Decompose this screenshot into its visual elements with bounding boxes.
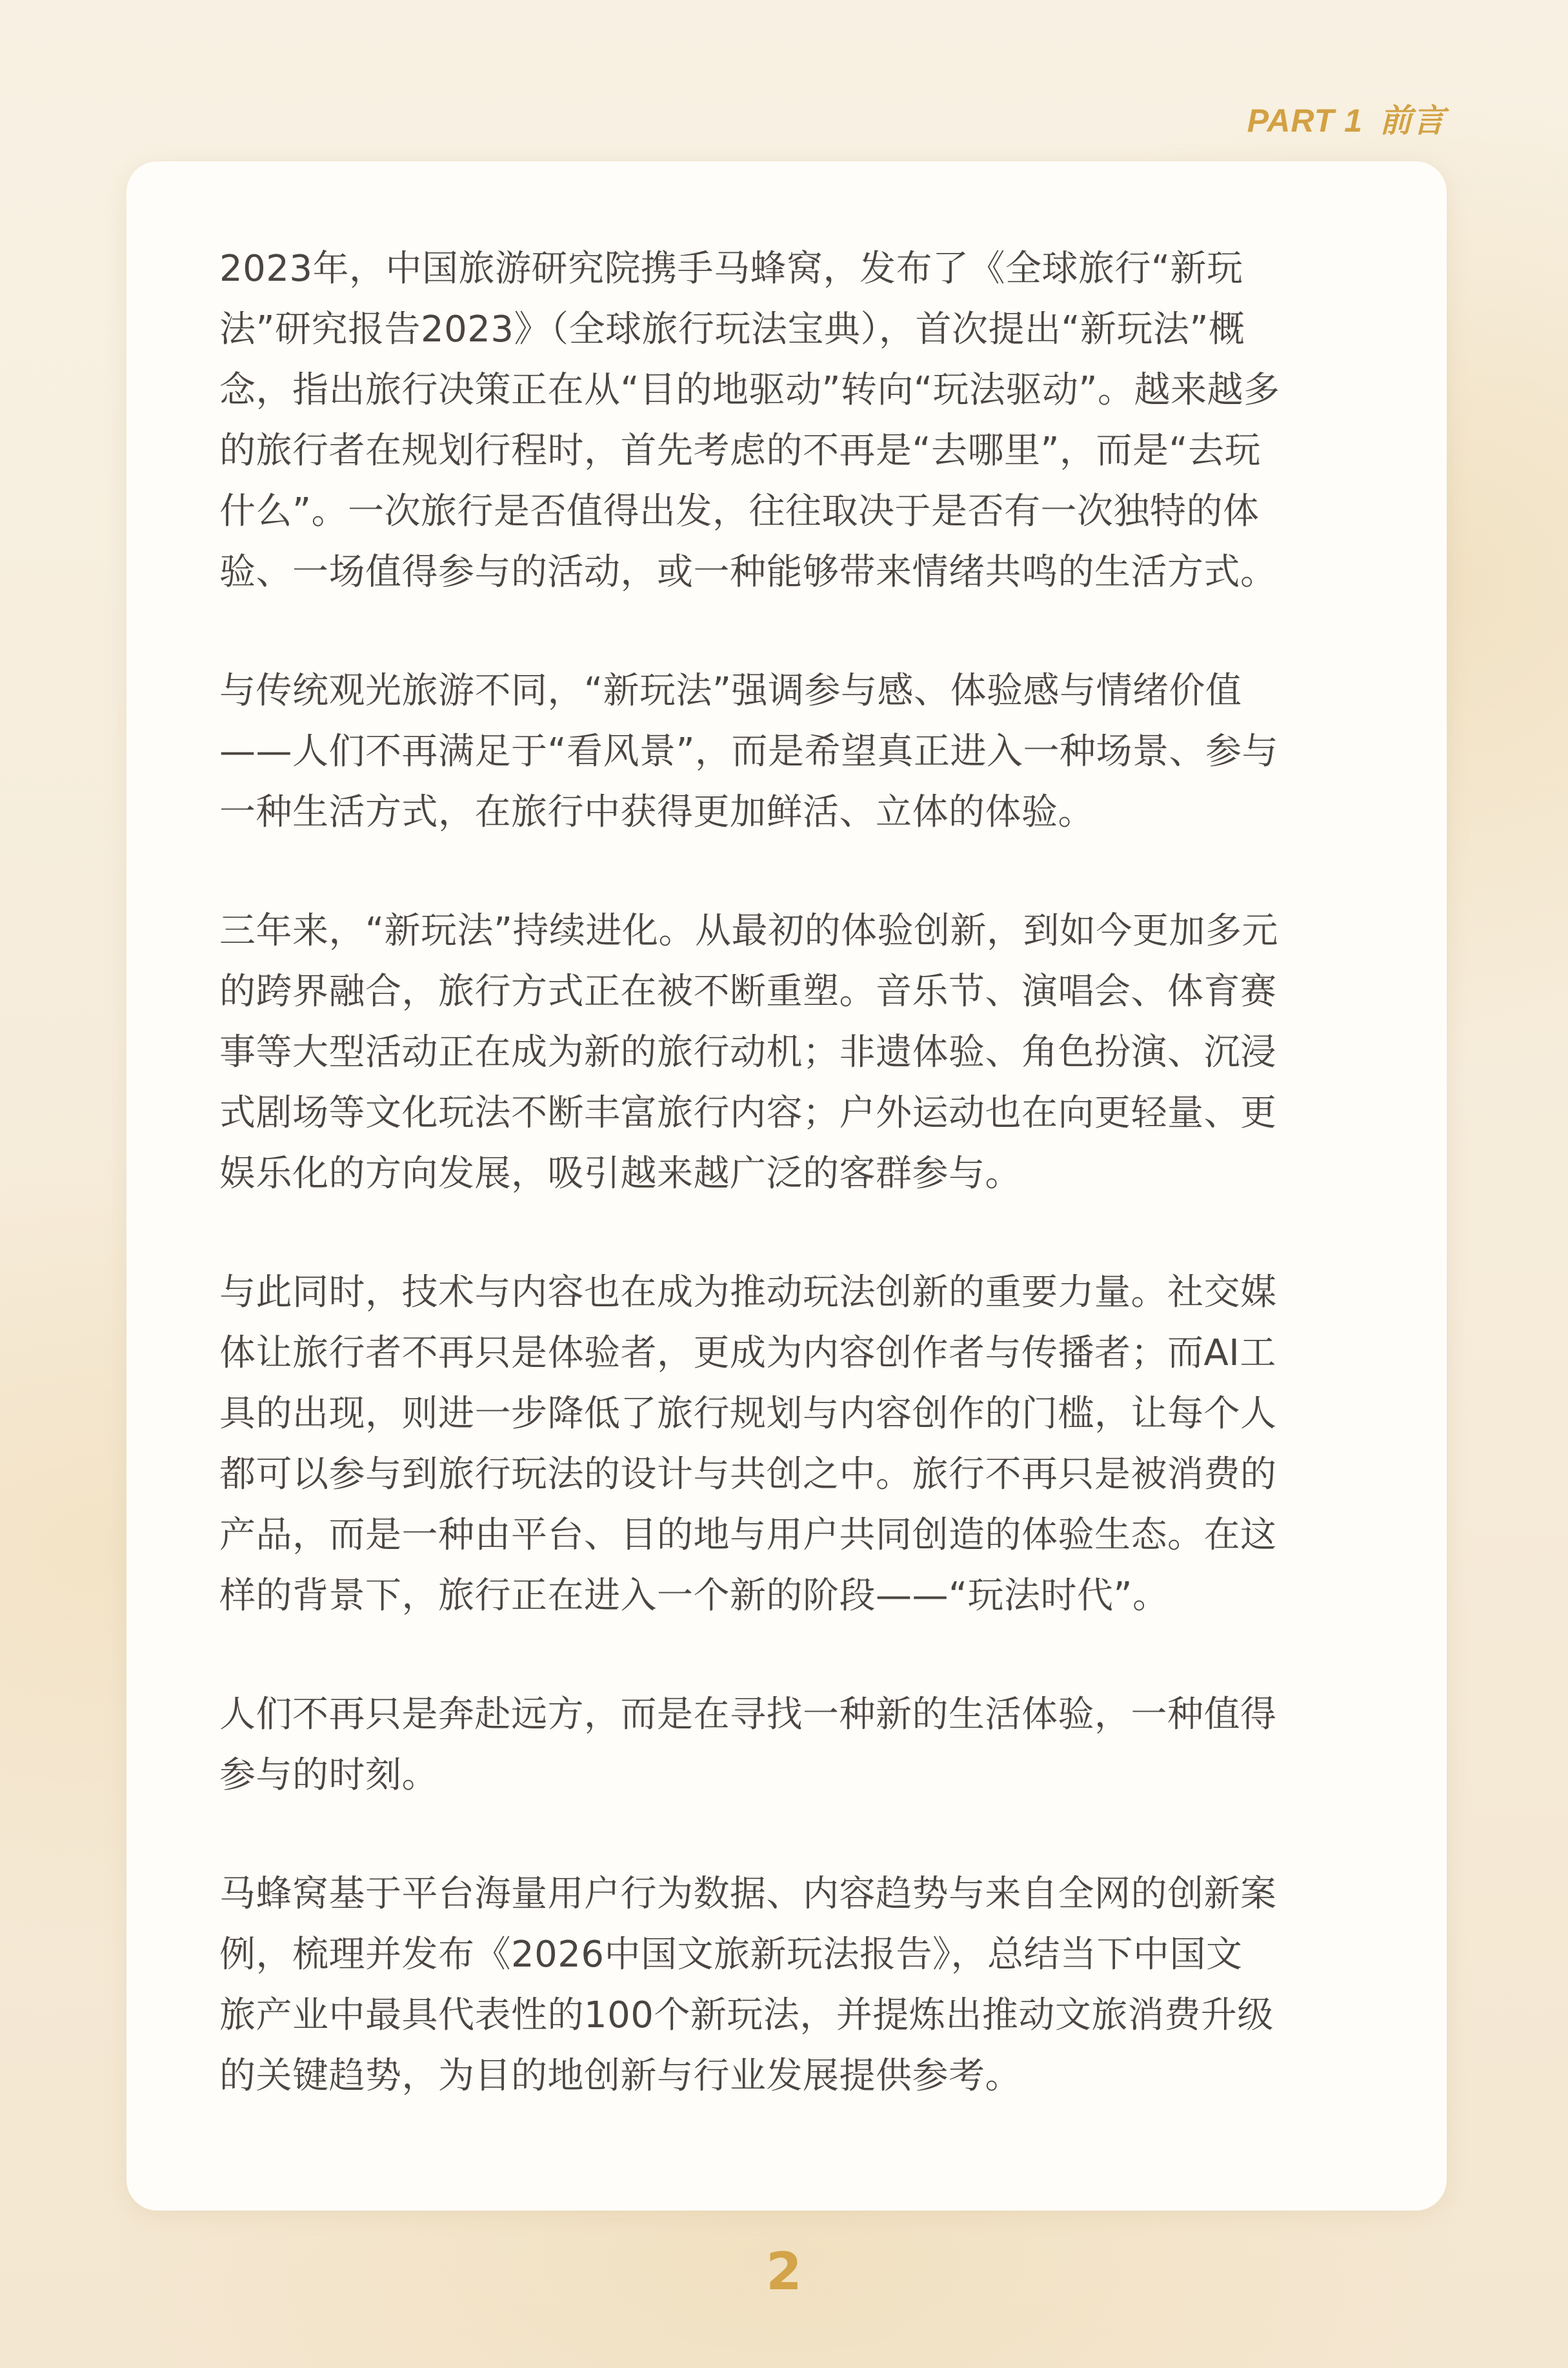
text-line: 马蜂窝基于平台海量用户行为数据、内容趋势与来自全网的创新案 (219, 1873, 1277, 1915)
part-label: PART 1 (1247, 103, 1363, 139)
text-line: 的旅行者在规划行程时，首先考虑的不再是“去哪里”，而是“去玩 (219, 430, 1261, 472)
text-line: 都可以参与到旅行玩法的设计与共创之中。旅行不再只是被消费的 (219, 1453, 1277, 1495)
text-line: 具的出现，则进一步降低了旅行规划与内容创作的门槛，让每个人 (219, 1393, 1277, 1435)
text-line: 娱乐化的方向发展，吸引越来越广泛的客群参与。 (219, 1153, 1021, 1195)
preface-body (219, 239, 1368, 2107)
text-line: 验、一场值得参与的活动，或一种能够带来情绪共鸣的生活方式。 (219, 551, 1277, 593)
section-header (1247, 98, 1445, 143)
paragraph-1 (219, 239, 1368, 603)
text-line: 旅产业中最具代表性的100个新玩法，并提炼出推动文旅消费升级 (219, 1994, 1274, 2036)
text-line: ——人们不再满足于“看风景”，而是希望真正进入一种场景、参与 (219, 731, 1279, 773)
text-line: 念，指出旅行决策正在从“目的地驱动”转向“玩法驱动”。越来越多 (219, 369, 1280, 411)
text-line: 一种生活方式，在旅行中获得更加鲜活、立体的体验。 (219, 791, 1094, 833)
text-line: 的跨界融合，旅行方式正在被不断重塑。音乐节、演唱会、体育赛 (219, 971, 1277, 1013)
paragraph-2 (219, 661, 1368, 843)
page-number: 2 (766, 2242, 802, 2302)
text-line: 什么”。一次旅行是否值得出发，往往取决于是否有一次独特的体 (219, 491, 1260, 532)
text-line: 法”研究报告2023》（全球旅行玩法宝典），首次提出“新玩法”概 (219, 309, 1245, 350)
paragraph-4 (219, 1262, 1368, 1626)
text-line: 的关键趋势，为目的地创新与行业发展提供参考。 (219, 2055, 1021, 2097)
paragraph-5 (219, 1685, 1368, 1806)
text-line: 参与的时刻。 (219, 1754, 438, 1796)
text-line: 2023年，中国旅游研究院携手马蜂窝，发布了《全球旅行“新玩 (219, 248, 1243, 290)
text-line: 与此同时，技术与内容也在成为推动玩法创新的重要力量。社交媒 (219, 1271, 1277, 1313)
paragraph-6 (219, 1864, 1368, 2107)
text-line: 产品，而是一种由平台、目的地与用户共同创造的体验生态。在这 (219, 1514, 1277, 1556)
text-line: 与传统观光旅游不同，“新玩法”强调参与感、体验感与情绪价值 (219, 670, 1242, 712)
text-line: 事等大型活动正在成为新的旅行动机；非遗体验、角色扮演、沉浸 (219, 1031, 1277, 1073)
text-line: 例，梳理并发布《2026中国文旅新玩法报告》，总结当下中国文 (219, 1934, 1243, 1976)
paragraph-3 (219, 901, 1368, 1204)
text-line: 式剧场等文化玩法不断丰富旅行内容；户外运动也在向更轻量、更 (219, 1092, 1277, 1134)
text-line: 人们不再只是奔赴远方，而是在寻找一种新的生活体验，一种值得 (219, 1694, 1277, 1736)
text-line: 样的背景下，旅行正在进入一个新的阶段——“玩法时代”。 (219, 1575, 1169, 1617)
text-line: 体让旅行者不再只是体验者，更成为内容创作者与传播者；而AI工 (219, 1332, 1276, 1374)
text-line: 三年来，“新玩法”持续进化。从最初的体验创新，到如今更加多元 (219, 910, 1279, 952)
section-title: 前言 (1380, 103, 1445, 139)
